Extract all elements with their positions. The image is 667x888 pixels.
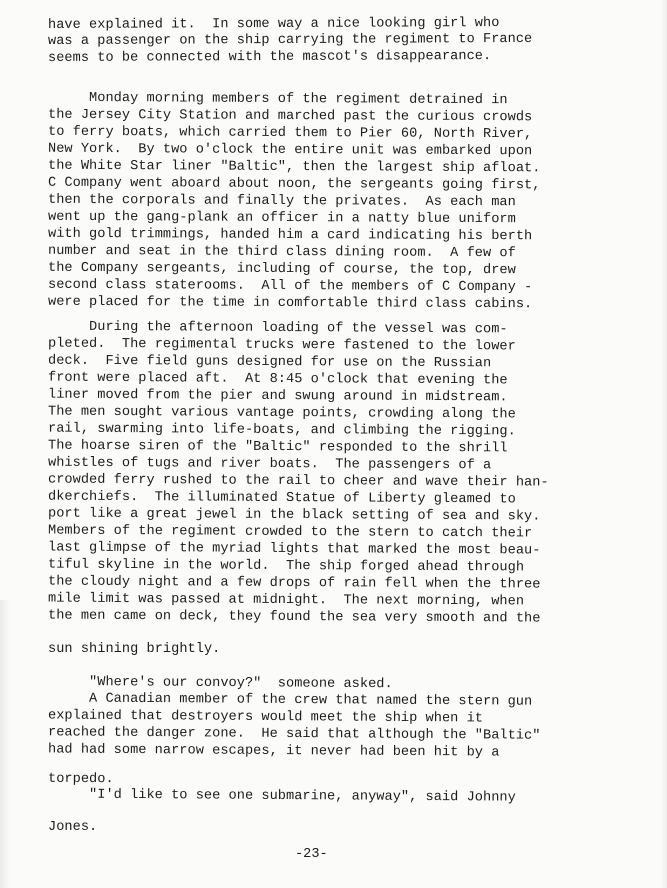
text-line: The hoarse siren of the "Baltic" responded to the shrill bbox=[47, 438, 508, 457]
text-line: crowded ferry rushed to the rail to cheer and wave their han- bbox=[47, 472, 549, 491]
text-line: had had some narrow escapes, it never had been hit by a bbox=[47, 742, 500, 761]
text-line: tiful skyline in the world. The ship forged ahead through bbox=[47, 557, 525, 576]
text-line: then the corporals and finally the privates. As each man bbox=[47, 192, 516, 211]
text-line: mile limit was passed at midnight. The next morning, when bbox=[47, 591, 525, 610]
text-line: During the afternoon loading of the vessel was com- bbox=[47, 319, 508, 338]
scan-left-shadow bbox=[0, 600, 10, 888]
text-line: the Jersey City Station and marched past the curious crowds bbox=[47, 107, 533, 126]
text-line: number and seat in the third class dining room. A few of bbox=[47, 243, 516, 262]
text-line: torpedo. bbox=[47, 771, 114, 788]
text-line: sun shining brightly. bbox=[48, 642, 221, 657]
text-line: whistles of tugs and river boats. The passengers of a bbox=[47, 455, 492, 474]
text-line: were placed for the time in comfortable third class cabins. bbox=[47, 294, 533, 313]
text-line: "I'd like to see one submarine, anyway", said Johnny bbox=[47, 787, 516, 806]
text-line: pleted. The regimental trucks were fastened to the lower bbox=[47, 336, 516, 355]
text-line: port like a great jewel in the black setting of sea and sky. bbox=[47, 506, 541, 525]
text-line: C Company went aboard about noon, the sergeants going first, bbox=[47, 175, 541, 194]
text-line: The men sought various vantage points, crowding along the bbox=[47, 404, 516, 423]
text-line: rail, swarming into life-boats, and climbing the rigging. bbox=[47, 421, 516, 440]
text-line: with gold trimmings, handed him a card indicating his berth bbox=[47, 226, 533, 245]
text-line: the cloudy night and a few drops of rain fell when the three bbox=[47, 574, 541, 593]
text-line: to ferry boats, which carried them to Pier 60, North River, bbox=[47, 124, 533, 143]
text-line: have explained it. In some way a nice looking girl who bbox=[47, 16, 500, 33]
text-line: reached the danger zone. He said that although the "Baltic" bbox=[47, 725, 541, 744]
text-line: was a passenger on the ship carrying the regiment to France bbox=[47, 31, 533, 50]
text-line: Jones. bbox=[48, 820, 98, 835]
text-line: "Where's our convoy?" someone asked. bbox=[47, 674, 393, 693]
text-line: Members of the regiment crowded to the stern to catch their bbox=[47, 523, 533, 542]
text-line: second class staterooms. All of the members of C Company - bbox=[47, 277, 533, 296]
page-number: -23- bbox=[295, 847, 328, 862]
text-line: the Company sergeants, including of course, the top, drew bbox=[47, 260, 516, 279]
text-line: went up the gang-plank an officer in a natty blue uniform bbox=[47, 209, 516, 228]
text-line: deck. Five field guns designed for use on the Russian bbox=[47, 353, 492, 372]
text-line: seems to be connected with the mascot's disappearance. bbox=[47, 49, 492, 66]
text-line: Monday morning members of the regiment detrained in bbox=[47, 90, 508, 109]
text-line: A Canadian member of the crew that named the stern gun bbox=[47, 691, 533, 710]
text-line: liner moved from the pier and swung around in midstream. bbox=[47, 387, 508, 406]
text-line: last glimpse of the myriad lights that marked the most beau- bbox=[47, 540, 541, 559]
scan-edge-shadow bbox=[661, 0, 667, 888]
text-line: the White Star liner "Baltic", then the largest ship afloat. bbox=[47, 158, 541, 177]
text-line: the men came on deck, they found the sea very smooth and the bbox=[47, 608, 541, 627]
text-line: front were placed aft. At 8:45 o'clock that evening the bbox=[47, 370, 508, 389]
text-line: New York. By two o'clock the entire unit was embarked upon bbox=[47, 141, 533, 160]
text-line: dkerchiefs. The illuminated Statue of Liberty gleamed to bbox=[47, 489, 516, 508]
text-line: explained that destroyers would meet the ship when it bbox=[47, 708, 484, 727]
